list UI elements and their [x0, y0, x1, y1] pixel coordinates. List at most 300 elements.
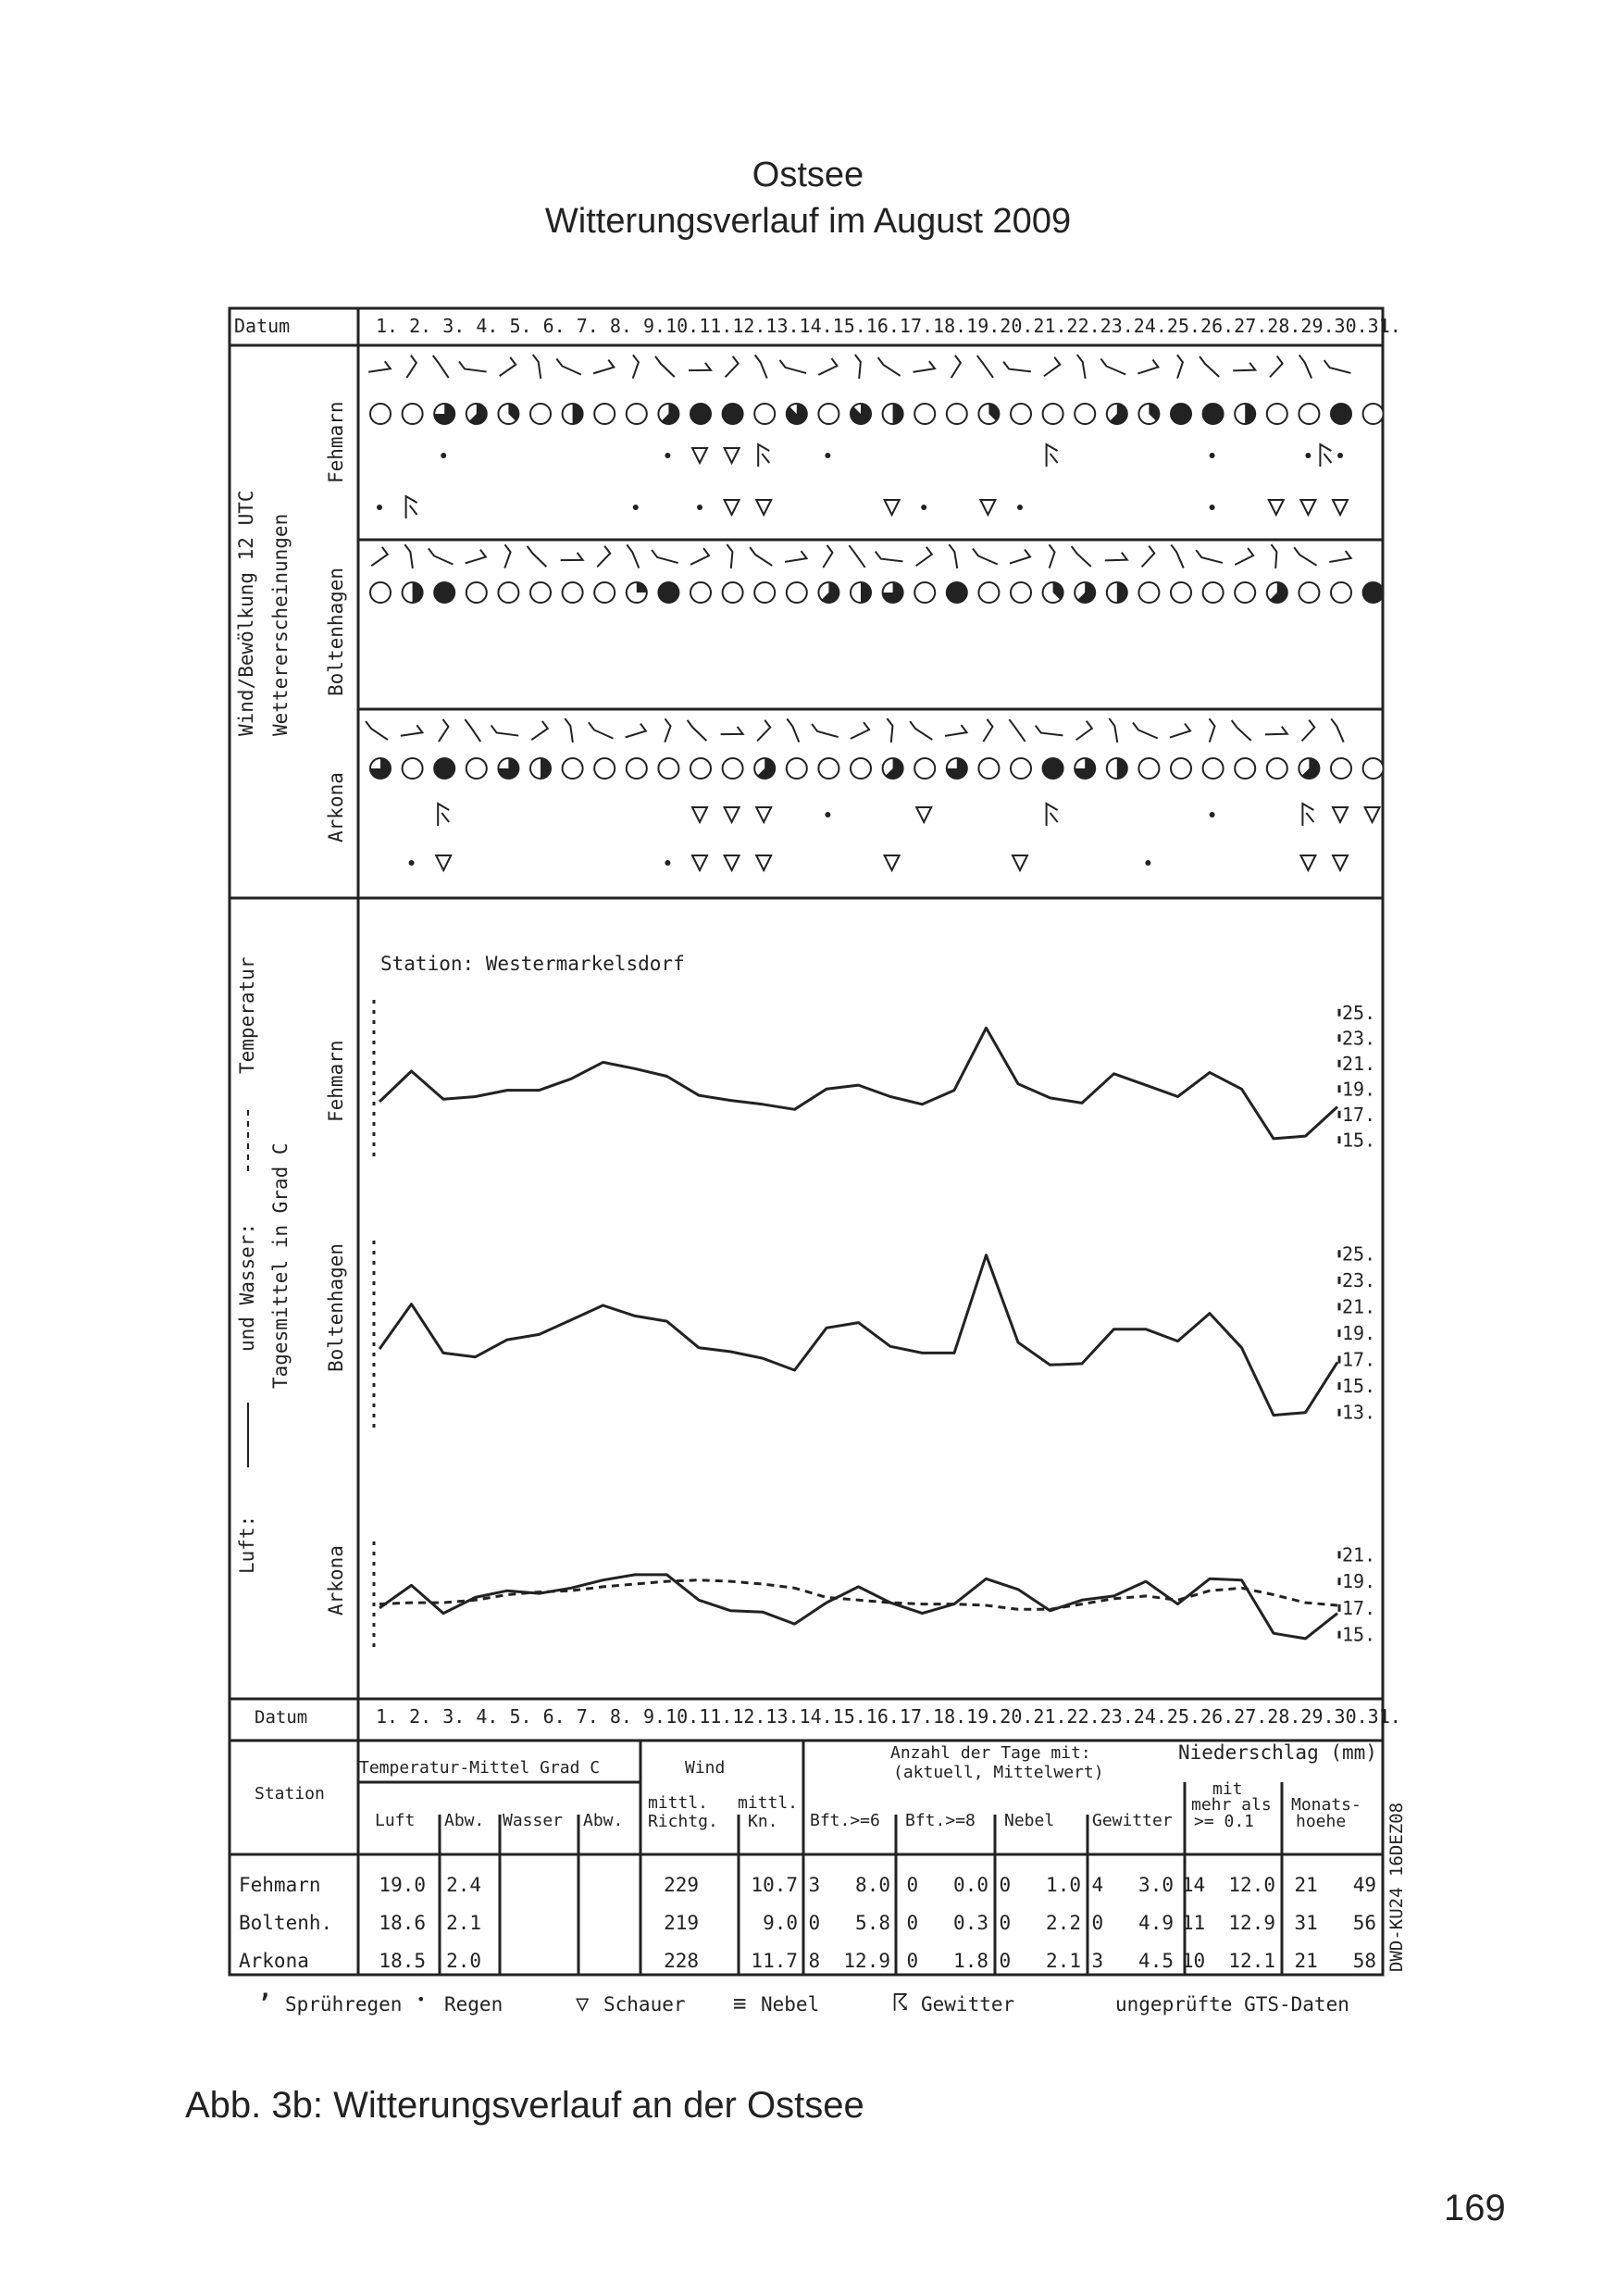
wind-barb-boltenhagen-11 [690, 548, 709, 565]
cloud-cover-boltenhagen-32 [1363, 582, 1384, 603]
wind-barb-fehmarn-13 [755, 355, 767, 378]
wind-barb-boltenhagen-15 [823, 545, 832, 568]
schauer-symbol-arkona-21 [1013, 855, 1027, 870]
cloud-cover-arkona-6 [530, 758, 551, 779]
cloud-cover-fehmarn-28 [1235, 404, 1255, 424]
wind-barb-boltenhagen-13 [750, 547, 772, 566]
temp-axis-temperatur: Temperatur [236, 956, 258, 1074]
cloud-cover-fehmarn-30 [1299, 404, 1319, 424]
wind-barb-fehmarn-3 [433, 356, 449, 378]
schauer-symbol-arkona-11 [692, 807, 707, 822]
wind-barb-arkona-16 [851, 722, 869, 739]
y-tick-label-boltenhagen-6: 13. [1342, 1401, 1376, 1424]
cloud-cover-fehmarn-7 [563, 404, 583, 424]
cloud-cover-fehmarn-1 [370, 404, 391, 424]
cloud-cover-boltenhagen-2 [403, 582, 423, 603]
wind-barb-arkona-5 [491, 725, 519, 735]
th-abw2: Abw. [583, 1811, 624, 1830]
cell-kn: 11.7 [751, 1950, 798, 1972]
schauer-symbol-arkona-12 [725, 807, 740, 822]
schauer-symbol-fehmarn-17 [885, 500, 900, 515]
cell-abw: 2.1 [446, 1912, 481, 1934]
cloud-cover-arkona-21 [1011, 758, 1031, 779]
cell-mehr: 10 12.1 [1181, 1950, 1275, 1972]
wind-barb-boltenhagen-7 [561, 553, 583, 560]
schauer-symbol-arkona-11 [692, 855, 707, 870]
cloud-cover-boltenhagen-16 [851, 582, 871, 603]
cell-bft6: 3 8.0 [808, 1874, 890, 1896]
cell-luft: 18.5 [379, 1950, 426, 1972]
cloud-cover-fehmarn-23 [1075, 404, 1095, 424]
th-mehr-3: >= 0.1 [1194, 1812, 1255, 1831]
cloud-cover-arkona-29 [1267, 758, 1287, 779]
wind-barb-fehmarn-10 [655, 356, 675, 377]
th-anzahl-1: Anzahl der Tage mit: [890, 1743, 1091, 1763]
wind-barb-boltenhagen-3 [429, 548, 454, 564]
cell-gewitter: 4 3.0 [1091, 1874, 1174, 1896]
y-tick-label-fehmarn-5: 15. [1342, 1129, 1376, 1152]
cloud-cover-arkona-5 [498, 758, 518, 779]
wind-barb-arkona-19 [945, 725, 966, 736]
days-row-bottom: 1. 2. 3. 4. 5. 6. 7. 8. 9.10.11.12.13.14.15.16.17.18.19.20.21.22.23.24.25.26.27.28.29.30.31. [376, 1705, 1401, 1728]
th-richtg-1: mittl. [648, 1793, 709, 1813]
cloud-cover-boltenhagen-11 [690, 582, 711, 603]
weather-axis-label: Wettererscheinungen [269, 513, 292, 736]
table-body [239, 1874, 1376, 1972]
wind-barb-boltenhagen-18 [916, 547, 932, 567]
wind-barb-boltenhagen-25 [1142, 546, 1155, 568]
cloud-cover-fehmarn-14 [787, 404, 807, 424]
y-tick-label-boltenhagen-4: 17. [1342, 1348, 1376, 1371]
cloud-cover-fehmarn-32 [1363, 404, 1384, 424]
y-tick-label-arkona-1: 19. [1342, 1570, 1376, 1593]
legend-note: ungeprüfte GTS-Daten [1115, 1993, 1349, 2015]
y-tick-label-boltenhagen-0: 25. [1342, 1242, 1376, 1266]
wind-barb-arkona-20 [983, 719, 992, 742]
cloud-cover-arkona-20 [978, 758, 999, 779]
regen-symbol-arkona-27 [1210, 812, 1215, 817]
y-tick-label-arkona-3: 15. [1342, 1623, 1376, 1646]
schauer-symbol-arkona-31 [1333, 807, 1348, 822]
schauer-symbol-fehmarn-29 [1269, 500, 1284, 515]
wind-barb-fehmarn-19 [951, 356, 961, 378]
y-tick-label-arkona-2: 17. [1342, 1596, 1376, 1619]
regen-symbol-fehmarn-9 [633, 505, 639, 510]
wind-barb-fehmarn-16 [855, 355, 861, 379]
weather-symbols [366, 355, 1384, 870]
wind-barb-fehmarn-17 [878, 357, 901, 376]
cloud-cover-arkona-14 [787, 758, 807, 779]
y-tick-label-fehmarn-2: 21. [1342, 1052, 1376, 1075]
wind-axis-label: Wind/Bewölkung 12 UTC [235, 490, 257, 736]
regen-symbol-arkona-2 [409, 860, 415, 866]
th-wasser: Wasser [503, 1811, 564, 1830]
th-anzahl-2: (aktuell, Mittelwert) [893, 1763, 1104, 1782]
cloud-cover-fehmarn-31 [1331, 404, 1351, 424]
cloud-cover-fehmarn-27 [1203, 404, 1224, 424]
y-tick-label-fehmarn-1: 23. [1342, 1027, 1376, 1050]
wind-barb-boltenhagen-29 [1271, 544, 1276, 568]
cell-bft8: 0 1.8 [906, 1950, 988, 1972]
wind-barb-boltenhagen-22 [1050, 544, 1055, 568]
cell-mehr: 14 12.0 [1181, 1874, 1275, 1896]
cloud-cover-boltenhagen-6 [530, 582, 551, 603]
wind-barb-fehmarn-2 [406, 356, 416, 378]
cloud-cover-boltenhagen-26 [1171, 582, 1191, 603]
schauer-symbol-arkona-13 [756, 807, 771, 822]
wind-barb-arkona-15 [812, 724, 839, 737]
regen-symbol-fehmarn-27 [1210, 505, 1215, 510]
cloud-cover-arkona-8 [594, 758, 615, 779]
schauer-symbol-fehmarn-31 [1333, 500, 1348, 515]
series-boltenhagen-luft [379, 1255, 1337, 1416]
wind-barb-arkona-26 [1170, 723, 1190, 737]
wind-barb-fehmarn-25 [1137, 359, 1158, 373]
wind-barb-fehmarn-9 [633, 355, 639, 378]
cell-kn: 9.0 [763, 1912, 798, 1934]
schauer-symbol-arkona-13 [756, 855, 771, 870]
cloud-cover-fehmarn-17 [883, 404, 903, 424]
th-station: Station [255, 1784, 325, 1803]
th-nebel: Nebel [1004, 1811, 1055, 1830]
page-number: 169 [1444, 2188, 1506, 2228]
cloud-cover-arkona-24 [1107, 758, 1127, 779]
wind-barb-boltenhagen-4 [466, 550, 486, 564]
regen-symbol-fehmarn-15 [825, 453, 830, 458]
cloud-cover-boltenhagen-12 [723, 582, 743, 603]
wind-barb-boltenhagen-5 [504, 544, 510, 568]
wind-barb-fehmarn-22 [1044, 357, 1060, 377]
wind-barb-arkona-23 [1076, 721, 1092, 741]
cloud-cover-fehmarn-19 [947, 404, 967, 424]
cloud-cover-arkona-7 [563, 758, 583, 779]
cloud-cover-boltenhagen-13 [754, 582, 775, 603]
th-niederschlag: Niederschlag (mm) [1178, 1741, 1377, 1764]
cell-station: Boltenh. [239, 1912, 333, 1934]
legend-regen: Regen [444, 1993, 503, 2015]
cloud-cover-fehmarn-29 [1267, 404, 1287, 424]
regen-symbol-fehmarn-11 [697, 505, 702, 510]
wind-barb-boltenhagen-20 [973, 549, 998, 565]
wind-barb-arkona-1 [366, 721, 388, 740]
cloud-cover-fehmarn-16 [851, 404, 871, 424]
cloud-cover-fehmarn-5 [498, 404, 518, 424]
gewitter-symbol-fehmarn-13 [758, 444, 769, 467]
cloud-cover-arkona-16 [851, 758, 871, 779]
cloud-cover-arkona-12 [723, 758, 743, 779]
wind-barb-fehmarn-6 [533, 355, 541, 379]
cell-richtung: 229 [664, 1874, 699, 1896]
th-kn-1: mittl. [738, 1793, 799, 1813]
wind-barb-fehmarn-12 [726, 356, 739, 378]
wind-barb-boltenhagen-24 [1105, 553, 1127, 561]
wind-barb-arkona-14 [787, 718, 799, 742]
wind-barb-arkona-13 [757, 720, 770, 742]
y-tick-label-fehmarn-0: 25. [1342, 1001, 1376, 1024]
wind-barb-fehmarn-7 [556, 358, 581, 374]
wind-barb-boltenhagen-28 [1235, 548, 1253, 565]
cloud-cover-fehmarn-12 [723, 404, 743, 424]
gewitter-symbol-arkona-3 [438, 804, 449, 826]
wind-barb-boltenhagen-10 [652, 550, 678, 563]
wind-barb-boltenhagen-27 [1196, 550, 1223, 563]
wind-barb-boltenhagen-1 [371, 547, 388, 566]
schauer-symbol-arkona-17 [885, 855, 900, 870]
station-label-arkona: Arkona [325, 772, 347, 842]
cell-hoehe: 31 56 [1294, 1912, 1376, 1934]
temp-axis-luft: Luft: [236, 1515, 258, 1574]
schauer-symbol-fehmarn-13 [756, 500, 771, 515]
cloud-cover-arkona-17 [883, 758, 903, 779]
schauer-symbol-fehmarn-12 [725, 500, 740, 515]
wind-barb-fehmarn-8 [593, 360, 614, 374]
wind-barb-arkona-29 [1265, 727, 1287, 735]
cell-nebel: 0 2.1 [999, 1950, 1081, 1972]
cloud-cover-boltenhagen-18 [914, 582, 935, 603]
cloud-cover-arkona-3 [434, 758, 454, 779]
cell-luft: 19.0 [379, 1874, 426, 1896]
legend-spruehregen: Sprühregen [285, 1993, 403, 2015]
cloud-cover-fehmarn-20 [978, 404, 999, 424]
cloud-cover-fehmarn-11 [690, 404, 711, 424]
cloud-cover-boltenhagen-9 [627, 582, 647, 603]
cloud-cover-boltenhagen-21 [1011, 582, 1031, 603]
cloud-cover-boltenhagen-3 [434, 582, 454, 603]
cloud-cover-boltenhagen-28 [1235, 582, 1255, 603]
wind-barb-arkona-8 [589, 722, 614, 738]
series-arkona-luft [379, 1575, 1337, 1639]
cell-abw: 2.4 [446, 1874, 481, 1896]
cloud-cover-boltenhagen-31 [1331, 582, 1351, 603]
wind-barb-boltenhagen-23 [1072, 546, 1091, 567]
wind-barb-arkona-31 [1331, 718, 1343, 742]
wind-barb-arkona-28 [1232, 720, 1251, 741]
legend-schauer: Schauer [603, 1993, 686, 2015]
wind-barb-arkona-3 [439, 719, 449, 742]
gewitter-symbol-arkona-30 [1302, 804, 1313, 826]
th-bft6: Bft.>=6 [810, 1811, 880, 1830]
page-subtitle: Witterungsverlauf im August 2009 [544, 202, 1072, 241]
cloud-cover-fehmarn-3 [434, 404, 454, 424]
wind-barb-fehmarn-1 [368, 361, 391, 371]
cell-station: Fehmarn [239, 1874, 321, 1896]
cloud-cover-boltenhagen-17 [883, 582, 903, 603]
th-abw1: Abw. [444, 1811, 485, 1830]
cloud-cover-fehmarn-13 [754, 404, 775, 424]
wind-barb-arkona-18 [910, 721, 932, 740]
th-bft8: Bft.>=8 [905, 1811, 976, 1830]
wind-barb-arkona-17 [887, 718, 892, 742]
wind-barb-arkona-4 [465, 719, 480, 742]
th-gewitter: Gewitter [1092, 1811, 1173, 1830]
wind-barb-boltenhagen-17 [876, 552, 903, 562]
cell-nebel: 0 2.2 [999, 1912, 1081, 1934]
temperature-lines [374, 1000, 1375, 1647]
series-arkona-wasser [379, 1580, 1337, 1610]
cloud-cover-boltenhagen-5 [498, 582, 518, 603]
schauer-symbol-arkona-18 [916, 807, 931, 822]
cell-richtung: 228 [664, 1950, 699, 1972]
wind-barb-arkona-21 [1009, 719, 1025, 742]
schauer-symbol-fehmarn-12 [725, 448, 740, 463]
cloud-cover-arkona-18 [914, 758, 935, 779]
wind-barb-fehmarn-23 [1077, 355, 1086, 379]
wind-barb-fehmarn-11 [689, 363, 711, 370]
wind-barb-arkona-6 [531, 721, 548, 740]
cell-mehr: 11 12.9 [1181, 1912, 1275, 1934]
wind-barb-arkona-10 [665, 718, 670, 742]
th-richtg-2: Richtg. [648, 1812, 718, 1831]
cloud-cover-boltenhagen-22 [1043, 582, 1063, 603]
wind-barb-arkona-27 [1210, 718, 1215, 742]
regen-symbol-fehmarn-3 [441, 453, 446, 458]
cloud-cover-boltenhagen-24 [1107, 582, 1127, 603]
cloud-cover-arkona-15 [818, 758, 839, 779]
schauer-symbol-arkona-31 [1333, 855, 1348, 870]
cell-nebel: 0 1.0 [999, 1874, 1081, 1896]
wind-barb-fehmarn-24 [1100, 359, 1125, 375]
temp-station-fehmarn: Fehmarn [325, 1040, 347, 1122]
schauer-symbol-arkona-3 [436, 855, 451, 870]
temp-station-boltenhagen: Boltenhagen [325, 1242, 347, 1372]
cloud-cover-fehmarn-4 [466, 404, 487, 424]
cloud-cover-arkona-30 [1299, 758, 1319, 779]
wind-barb-arkona-9 [626, 724, 646, 738]
gewitter-symbol-fehmarn-30b [1320, 444, 1331, 467]
cloud-cover-arkona-2 [403, 758, 423, 779]
y-tick-label-arkona-0: 21. [1342, 1543, 1376, 1566]
cloud-cover-fehmarn-24 [1107, 404, 1127, 424]
y-tick-label-boltenhagen-2: 21. [1342, 1295, 1376, 1318]
th-kn-2: Kn. [748, 1812, 778, 1831]
cloud-cover-boltenhagen-1 [370, 582, 391, 603]
cloud-cover-boltenhagen-14 [787, 582, 807, 603]
cloud-cover-boltenhagen-27 [1203, 582, 1224, 603]
cloud-cover-fehmarn-2 [403, 404, 423, 424]
wind-barb-fehmarn-5 [500, 357, 516, 376]
wind-barb-fehmarn-4 [459, 361, 487, 371]
wind-barb-boltenhagen-2 [404, 544, 413, 568]
page-title: Ostsee [752, 156, 864, 194]
cloud-cover-boltenhagen-19 [947, 582, 967, 603]
wind-barb-fehmarn-20 [977, 356, 993, 378]
schauer-symbol-fehmarn-20 [980, 500, 995, 515]
nebel-symbol: ≡ [733, 1990, 747, 2016]
table-row [239, 1912, 1376, 1934]
cloud-cover-arkona-11 [690, 758, 711, 779]
regen-symbol-fehmarn-21 [1017, 505, 1023, 510]
schauer-symbol: ▽ [576, 1990, 590, 2016]
cell-richtung: 219 [664, 1912, 699, 1934]
y-tick-label-boltenhagen-1: 23. [1342, 1268, 1376, 1292]
temp-axis-unit: Tagesmittel in Grad C [269, 1142, 292, 1389]
cloud-cover-arkona-13 [754, 758, 775, 779]
cloud-cover-arkona-32 [1363, 758, 1384, 779]
regen-symbol-fehmarn-30 [1305, 453, 1311, 458]
regen-symbol-fehmarn-10 [665, 453, 670, 458]
cloud-cover-fehmarn-18 [914, 404, 935, 424]
cell-station: Arkona [239, 1950, 309, 1972]
wind-barb-boltenhagen-8 [597, 546, 610, 568]
th-wind-group: Wind [685, 1758, 726, 1778]
datum-label-top: Datum [234, 315, 291, 337]
figure-caption: Abb. 3b: Witterungsverlauf an der Ostsee [185, 2085, 864, 2126]
th-temp-group: Temperatur-Mittel Grad C [359, 1758, 601, 1778]
schauer-symbol-arkona-30 [1300, 855, 1315, 870]
wind-barb-arkona-2 [401, 725, 423, 735]
regen-symbol-fehmarn-1 [377, 505, 382, 510]
wind-barb-fehmarn-31 [1324, 360, 1351, 373]
th-mehr-1: mit [1212, 1779, 1243, 1799]
schauer-symbol-arkona-12 [725, 855, 740, 870]
wind-barb-arkona-30 [1302, 720, 1315, 742]
cloud-cover-arkona-19 [947, 758, 967, 779]
datum-label-bottom: Datum [255, 1707, 308, 1728]
wind-barb-fehmarn-28 [1233, 363, 1255, 371]
cell-luft: 18.6 [379, 1912, 426, 1934]
cloud-cover-boltenhagen-15 [818, 582, 839, 603]
regen-symbol-arkona-25 [1145, 860, 1150, 866]
th-luft: Luft [375, 1811, 416, 1830]
cloud-cover-arkona-26 [1171, 758, 1191, 779]
wind-barb-arkona-11 [688, 720, 707, 741]
cell-kn: 10.7 [751, 1874, 798, 1896]
cell-hoehe: 21 49 [1294, 1874, 1376, 1896]
cell-hoehe: 21 58 [1294, 1950, 1376, 1972]
regen-symbol-arkona-10 [665, 860, 670, 866]
cloud-cover-boltenhagen-23 [1075, 582, 1095, 603]
spruehregen-symbol: ’ [257, 1990, 272, 2017]
y-tick-label-fehmarn-4: 17. [1342, 1103, 1376, 1126]
gewitter-symbol-arkona-22 [1047, 804, 1058, 826]
cloud-cover-fehmarn-10 [658, 404, 678, 424]
cloud-cover-arkona-27 [1203, 758, 1224, 779]
gewitter-symbol-fehmarn-22 [1047, 444, 1058, 467]
th-monat-2: hoehe [1296, 1812, 1347, 1831]
legend-gewitter: Gewitter [921, 1993, 1015, 2015]
cloud-cover-arkona-25 [1138, 758, 1159, 779]
cloud-cover-boltenhagen-30 [1299, 582, 1319, 603]
y-tick-label-boltenhagen-3: 19. [1342, 1322, 1376, 1344]
y-tick-label-boltenhagen-5: 15. [1342, 1375, 1376, 1398]
wind-barb-boltenhagen-30 [1294, 547, 1316, 566]
cloud-cover-arkona-4 [466, 758, 487, 779]
th-monat-1: Monats- [1291, 1795, 1361, 1815]
wind-barb-boltenhagen-14 [785, 551, 806, 562]
wind-barb-fehmarn-15 [818, 358, 837, 375]
regen-symbol: • [416, 1990, 426, 2008]
wind-barb-arkona-25 [1133, 723, 1158, 739]
cloud-cover-boltenhagen-20 [978, 582, 999, 603]
station-label-fehmarn: Fehmarn [325, 401, 347, 483]
cloud-cover-arkona-28 [1235, 758, 1255, 779]
cell-bft6: 0 5.8 [808, 1912, 890, 1934]
gewitter-symbol: ☈ [893, 1990, 908, 2017]
wind-barb-fehmarn-30 [1299, 355, 1311, 378]
cloud-cover-boltenhagen-8 [594, 582, 615, 603]
cloud-cover-fehmarn-15 [818, 404, 839, 424]
cloud-cover-fehmarn-8 [594, 404, 615, 424]
station-label-boltenhagen: Boltenhagen [325, 567, 347, 696]
dwd-code: DWD-KU24 16DEZ08 [1386, 1802, 1407, 1972]
wind-barb-boltenhagen-26 [1171, 544, 1183, 568]
temp-station-arkona: Arkona [325, 1545, 347, 1616]
wind-barb-arkona-7 [565, 718, 573, 742]
cell-gewitter: 0 4.9 [1091, 1912, 1174, 1934]
wind-barb-arkona-22 [1036, 726, 1063, 736]
cloud-cover-fehmarn-6 [530, 404, 551, 424]
wind-barb-fehmarn-18 [913, 361, 934, 372]
